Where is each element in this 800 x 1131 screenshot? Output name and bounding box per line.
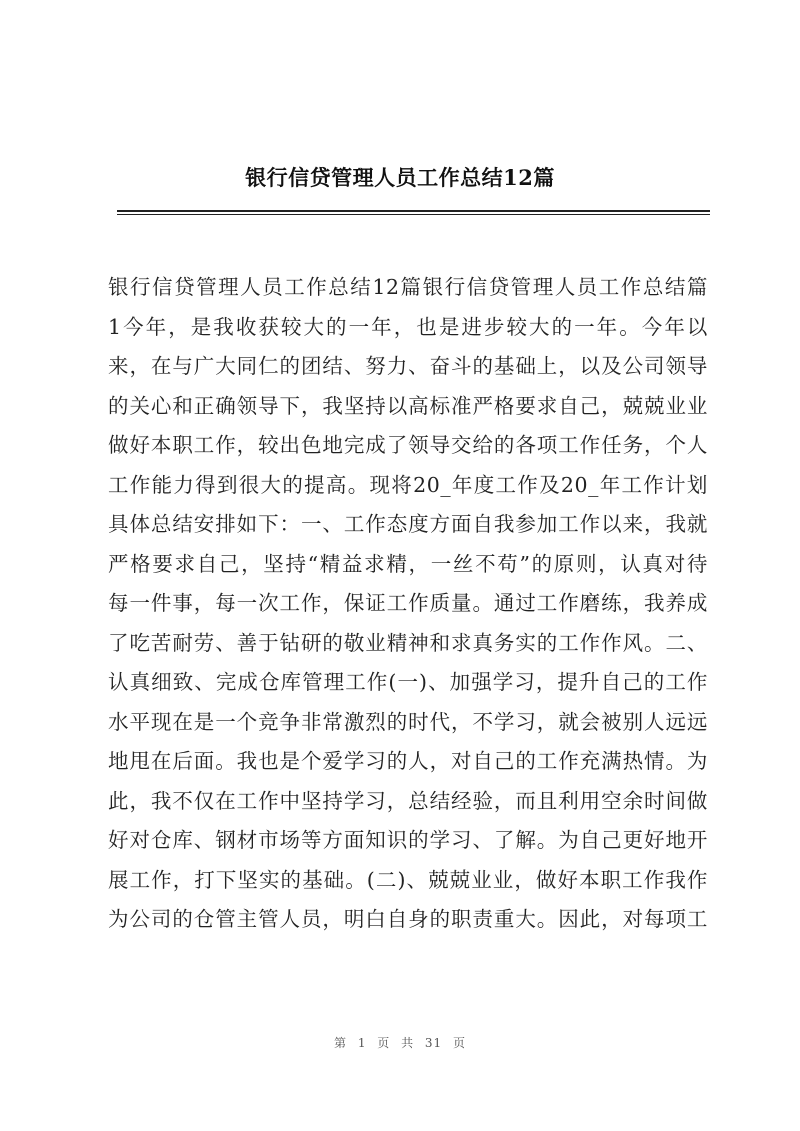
title-divider [117, 210, 710, 212]
body-line: 1今年，是我收获较大的一年，也是进步较大的一年。今年以 [108, 314, 708, 339]
body-line: 做好本职工作，较出色地完成了领导交给的各项工作任务，个人 [108, 433, 708, 457]
body-line: 认真细致、完成仓库管理工作(一)、加强学习，提升自己的工作 [108, 670, 708, 694]
body-line: 地甩在后面。我也是个爱学习的人，对自己的工作充满热情。为 [108, 749, 708, 773]
body-line: 来，在与广大同仁的团结、努力、奋斗的基础上，以及公司领导 [108, 354, 708, 378]
body-line: 展工作，打下坚实的基础。(二)、兢兢业业，做好本职工作我作 [108, 867, 708, 892]
body-line: 了吃苦耐劳、善于钻研的敬业精神和求真务实的工作作风。二、 [108, 630, 708, 655]
document-body [108, 268, 708, 940]
body-line: 为公司的仓管主管人员，明白自身的职责重大。因此，对每项工 [108, 907, 708, 931]
body-line: 严格要求自己，坚持“精益求精，一丝不苟”的原则，认真对待 [108, 551, 708, 576]
body-line: 的关心和正确领导下，我坚持以高标准严格要求自己，兢兢业业 [108, 393, 708, 418]
body-line: 每一件事，每一次工作，保证工作质量。通过工作磨练，我养成 [108, 591, 708, 615]
page-footer: 第 1 页 共 31 页 [334, 1036, 466, 1050]
body-line: 工作能力得到很大的提高。现将20_年度工作及20_年工作计划 [108, 472, 708, 497]
body-line: 水平现在是一个竞争非常激烈的时代，不学习，就会被别人远远 [108, 709, 708, 734]
body-line: 具体总结安排如下：一、工作态度方面自我参加工作以来，我就 [108, 512, 708, 536]
body-line: 好对仓库、钢材市场等方面知识的学习、了解。为自己更好地开 [108, 828, 708, 852]
body-line: 银行信贷管理人员工作总结12篇银行信贷管理人员工作总结篇 [108, 275, 708, 299]
document-title: 银行信贷管理人员工作总结12篇 [245, 165, 555, 190]
title-divider-thin [117, 214, 710, 215]
body-line: 此，我不仅在工作中坚持学习，总结经验，而且利用空余时间做 [108, 788, 708, 813]
